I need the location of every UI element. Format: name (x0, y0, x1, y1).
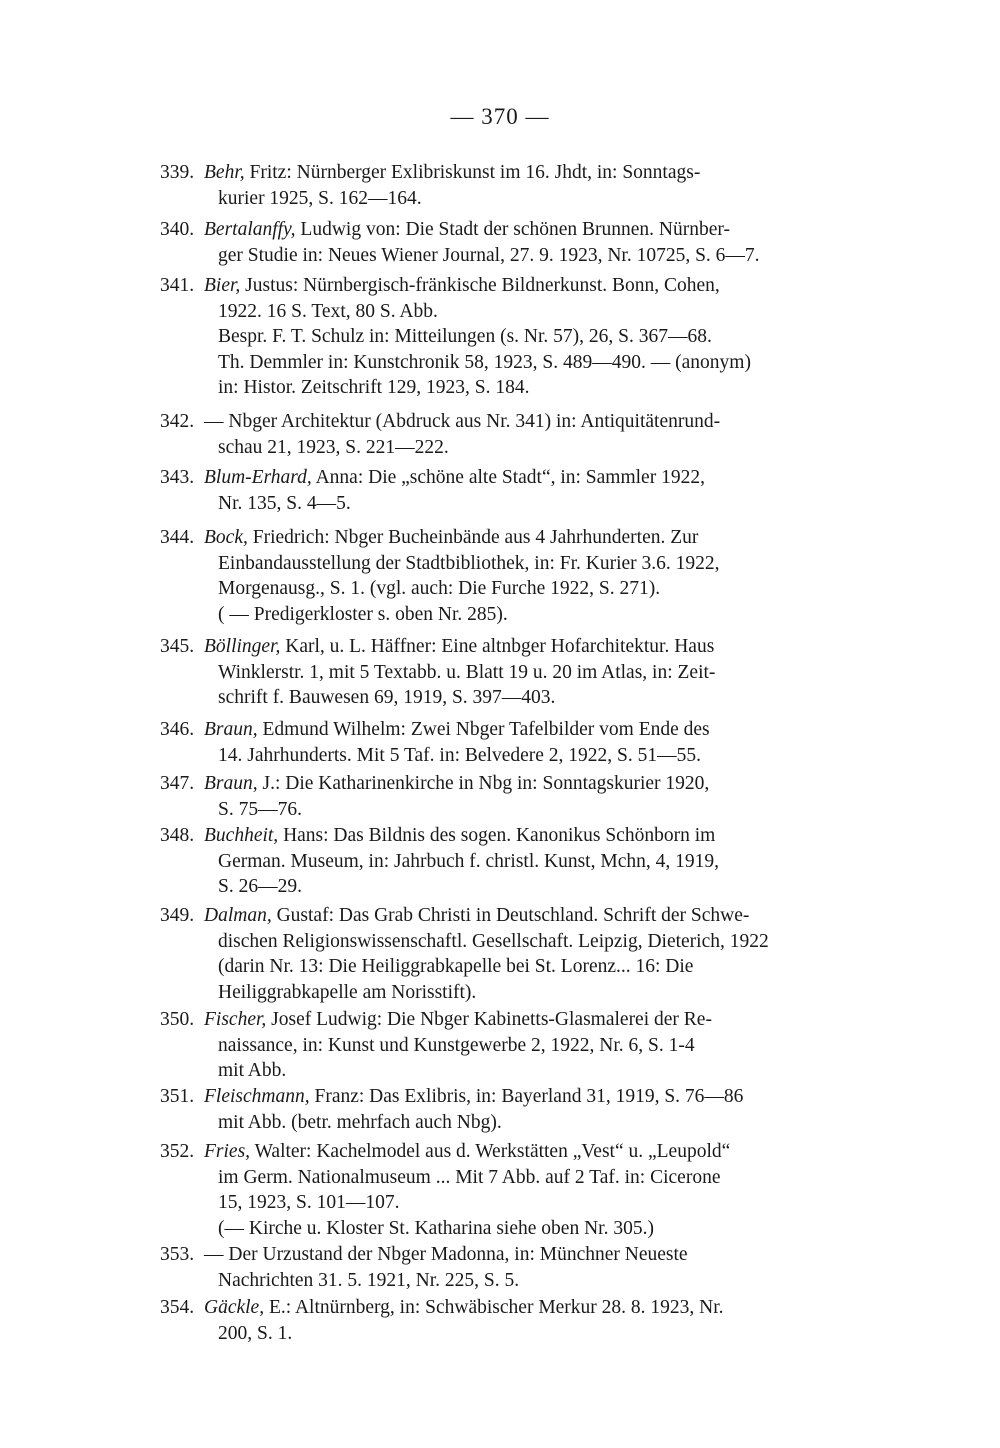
entry-text: J.: Die Katharinenkirche in Nbg in: Sonntagskurier 1920, (257, 773, 710, 794)
entry-author: Böllinger, (204, 636, 281, 657)
entry-continuation-line: schrift f. Bauwesen 69, 1919, S. 397—403. (218, 687, 556, 708)
entry-number: 354. (160, 1297, 195, 1318)
entry-continuation-line: in: Histor. Zeitschrift 129, 1923, S. 184. (218, 377, 530, 398)
entry-number: 351. (160, 1086, 195, 1107)
entry-author: Behr, (204, 162, 245, 183)
entry-first-line (160, 217, 844, 243)
entry-continuation-line: naissance, in: Kunst und Kunstgewerbe 2, 1922, Nr. 6, S. 1-4 (218, 1034, 695, 1056)
entry-text: Friedrich: Nbger Bucheinbände aus 4 Jahrhunderten. Zur (247, 527, 699, 548)
entry-first-line (160, 634, 844, 660)
entry-first-line (160, 1084, 844, 1110)
entry-text: Fritz: Nürnberger Exlibriskunst im 16. Jhdt, in: Sonntags- (244, 162, 701, 183)
entry-continuation-line: S. 75—76. (218, 798, 302, 820)
entry-continuation-line: mit Abb. (betr. mehrfach auch Nbg). (218, 1111, 502, 1133)
entry-first-line (160, 823, 844, 849)
entry-continuation-line: ger Studie in: Neues Wiener Journal, 27. 9. 1923, Nr. 10725, S. 6—7. (218, 244, 760, 266)
entry-text: Anna: Die „schöne alte Stadt“, in: Sammler 1922, (311, 467, 705, 488)
entry-continuation-line: ( — Predigerkloster s. oben Nr. 285). (218, 603, 508, 625)
entry-continuation-line: 200, S. 1. (218, 1322, 293, 1344)
entry-author: Dalman, (204, 905, 272, 926)
entry-continuation-line: (darin Nr. 13: Die Heiliggrabkapelle bei St. Lorenz... 16: Die (218, 956, 694, 977)
bibliography-entry (160, 634, 844, 711)
entry-number: 339. (160, 162, 195, 183)
entry-number: 353. (160, 1244, 195, 1265)
entry-first-line (160, 1242, 844, 1268)
bibliography-entry (160, 903, 844, 1005)
entry-first-line (160, 1295, 844, 1321)
entry-text: Ludwig von: Die Stadt der schönen Brunnen. Nürnber- (295, 219, 731, 240)
entry-continuation-line: Einbandausstellung der Stadtbibliothek, in: Fr. Kurier 3.6. 1922, (218, 552, 720, 574)
entry-continuation-line: (— Kirche u. Kloster St. Katharina siehe oben Nr. 305.) (218, 1217, 654, 1239)
bibliography-entry (160, 1084, 844, 1135)
entry-first-line (160, 903, 844, 929)
entry-continuation-line: German. Museum, in: Jahrbuch f. christl. Kunst, Mchn, 4, 1919, (218, 850, 719, 872)
entry-first-line (160, 717, 844, 743)
entry-number: 342. (160, 411, 195, 432)
bibliography-entry (160, 1242, 844, 1293)
entry-text: Edmund Wilhelm: Zwei Nbger Tafelbilder vom Ende des (257, 719, 710, 740)
entry-text: E.: Altnürnberg, in: Schwäbischer Merkur 28. 8. 1923, Nr. (264, 1297, 724, 1318)
entry-number: 340. (160, 219, 195, 240)
bibliography-entry (160, 771, 844, 822)
entry-first-line (160, 465, 844, 491)
entry-text: Gustaf: Das Grab Christi in Deutschland. Schrift der Schwe- (271, 905, 750, 926)
bibliography-entry (160, 823, 844, 900)
bibliography-entry (160, 717, 844, 768)
entry-text: — Nbger Architektur (Abdruck aus Nr. 341) in: Antiquitätenrund- (204, 411, 721, 432)
entry-continuation-line: mit Abb. (218, 1060, 287, 1081)
entry-continuation-line: 15, 1923, S. 101—107. (218, 1192, 400, 1213)
entry-text: Justus: Nürnbergisch-fränkische Bildnerkunst. Bonn, Cohen, (240, 275, 720, 296)
bibliography-entry (160, 1007, 844, 1084)
entry-number: 344. (160, 527, 195, 548)
entry-text: — Der Urzustand der Nbger Madonna, in: Münchner Neueste (204, 1244, 688, 1265)
entry-continuation-line: Heiliggrabkapelle am Norisstift). (218, 981, 477, 1003)
entry-continuation-line: Nr. 135, S. 4—5. (218, 492, 351, 514)
entry-number: 347. (160, 773, 195, 794)
entry-continuation-line: Winklerstr. 1, mit 5 Textabb. u. Blatt 19 u. 20 im Atlas, in: Zeit- (218, 661, 716, 683)
entry-continuation-line: Th. Demmler in: Kunstchronik 58, 1923, S. 489—490. — (anonym) (218, 351, 751, 373)
entry-number: 349. (160, 905, 195, 926)
entry-author: Fleischmann, (204, 1086, 310, 1107)
entry-text: Walter: Kachelmodel aus d. Werkstätten „Vest“ u. „Leupold“ (250, 1141, 731, 1162)
entry-number: 343. (160, 467, 195, 488)
entry-continuation-line: Nachrichten 31. 5. 1921, Nr. 225, S. 5. (218, 1269, 520, 1291)
entry-number: 345. (160, 636, 195, 657)
entry-continuation-line: S. 26—29. (218, 876, 302, 897)
entry-text: Josef Ludwig: Die Nbger Kabinetts-Glasmalerei der Re- (266, 1009, 712, 1030)
bibliography-entry (160, 1139, 844, 1241)
entry-text: Hans: Das Bildnis des sogen. Kanonikus Schönborn im (278, 825, 716, 846)
entry-text: Karl, u. L. Häffner: Eine altnbger Hofarchitektur. Haus (280, 636, 715, 657)
entry-number: 341. (160, 275, 195, 296)
entry-author: Braun, (204, 773, 258, 794)
entry-first-line (160, 273, 844, 299)
entry-author: Bier, (204, 275, 241, 296)
entry-continuation-line: Morgenausg., S. 1. (vgl. auch: Die Furche 1922, S. 271). (218, 578, 661, 599)
bibliography-entry (160, 525, 844, 627)
entry-first-line (160, 771, 844, 797)
entry-author: Blum-Erhard, (204, 467, 312, 488)
entry-number: 346. (160, 719, 195, 740)
entry-first-line (160, 525, 844, 551)
bibliography-entry (160, 409, 844, 460)
entry-first-line (160, 409, 844, 435)
bibliography-entry (160, 273, 844, 401)
entry-number: 350. (160, 1009, 195, 1030)
bibliography-entry (160, 465, 844, 516)
entry-author: Bertalanffy, (204, 219, 296, 240)
entry-continuation-line: schau 21, 1923, S. 221—222. (218, 436, 449, 458)
entry-author: Buchheit, (204, 825, 279, 846)
entry-continuation-line: Bespr. F. T. Schulz in: Mitteilungen (s. Nr. 57), 26, S. 367—68. (218, 326, 712, 347)
entry-continuation-line: dischen Religionswissenschaftl. Gesellschaft. Leipzig, Dieterich, 1922 (218, 930, 769, 952)
bibliography-entry (160, 217, 844, 268)
bibliography-entry (160, 160, 844, 211)
entry-number: 348. (160, 825, 195, 846)
entry-first-line (160, 1139, 844, 1165)
entry-author: Fries, (204, 1141, 251, 1162)
entry-author: Bock, (204, 527, 248, 548)
entry-continuation-line: kurier 1925, S. 162—164. (218, 187, 422, 209)
page-number: — 370 — (450, 104, 550, 129)
entry-continuation-line: im Germ. Nationalmuseum ... Mit 7 Abb. auf 2 Taf. in: Cicerone (218, 1166, 721, 1188)
entry-first-line (160, 160, 844, 186)
bibliography-entry (160, 1295, 844, 1346)
entry-author: Fischer, (204, 1009, 267, 1030)
entry-number: 352. (160, 1141, 195, 1162)
entry-continuation-line: 1922. 16 S. Text, 80 S. Abb. (218, 300, 438, 322)
entry-author: Gäckle, (204, 1297, 265, 1318)
entry-first-line (160, 1007, 844, 1033)
entry-continuation-line: 14. Jahrhunderts. Mit 5 Taf. in: Belvedere 2, 1922, S. 51—55. (218, 744, 702, 766)
entry-text: Franz: Das Exlibris, in: Bayerland 31, 1919, S. 76—86 (309, 1086, 744, 1107)
entry-author: Braun, (204, 719, 258, 740)
